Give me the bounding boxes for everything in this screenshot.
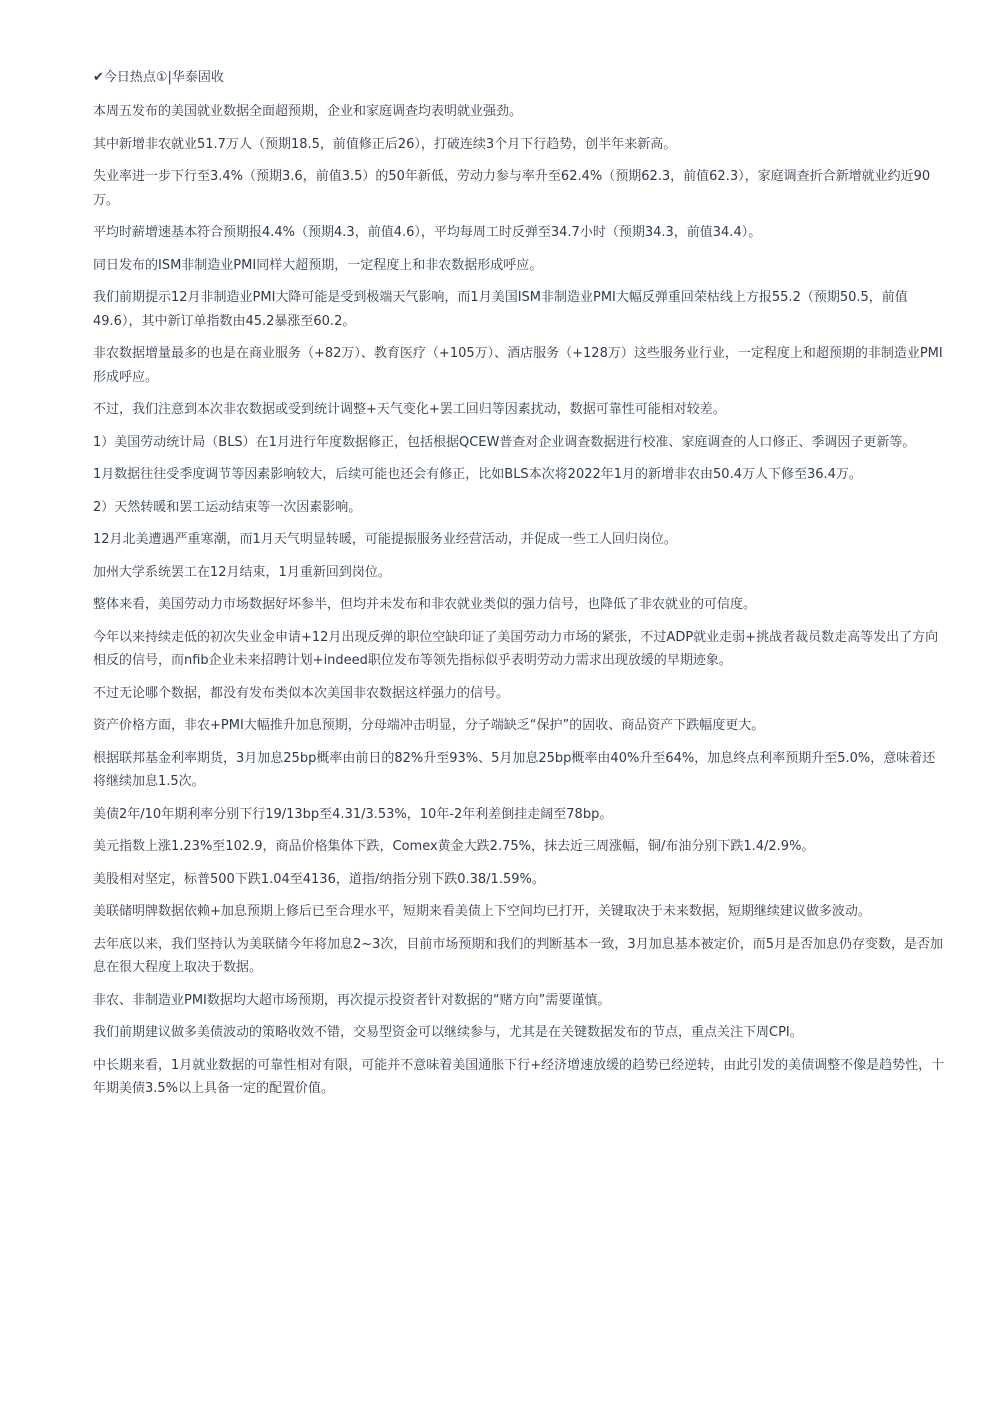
paragraph-10: 1月数据往往受季度调节等因素影响较大，后续可能也还会有修正，比如BLS本次将2022年1月的新增非农由50.4万人下修至36.4万。 <box>93 467 862 482</box>
paragraph-13: 加州大学系统罢工在12月结束，1月重新回到岗位。 <box>93 564 391 580</box>
paragraph-24: 非农、非制造业PMI数据均大超市场预期，再次提示投资者针对数据的“赌方向”需要谨慎。 <box>93 992 611 1008</box>
paragraph-11: 2）天然转暖和罢工运动结束等一次因素影响。 <box>93 499 362 515</box>
paragraph-3: 失业率进一步下行至3.4%（预期3.6，前值3.5）的50年新低，劳动力参与率升至62.4%（预期62.3，前值62.3），家庭调查折合新增就业约近90万。 <box>93 169 931 208</box>
paragraph-17: 资产价格方面，非农+PMI大幅推升加息预期，分母端冲击明显，分子端缺乏“保护”的固收、商品资产下跌幅度更大。 <box>93 718 765 733</box>
paragraph-19: 美债2年/10年期利率分别下行19/13bp至4.31/3.53%，10年-2年利差倒挂走阔至78bp。 <box>93 806 613 822</box>
paragraph-18: 根据联邦基金利率期货，3月加息25bp概率由前日的82%升至93%、5月加息25bp概率由40%升至64%，加息终点利率预期升至5.0%，意味着还将继续加息1.5次。 <box>93 750 936 789</box>
paragraph-4: 平均时薪增速基本符合预期报4.4%（预期4.3，前值4.6），平均每周工时反弹至34.7小时（预期34.3，前值34.4）。 <box>93 225 762 240</box>
paragraph-9: 1）美国劳动统计局（BLS）在1月进行年度数据修正，包括根据QCEW普查对企业调查数据进行校准、家庭调查的人口修正、季调因子更新等。 <box>93 434 916 450</box>
paragraph-8: 不过，我们注意到本次非农数据或受到统计调整+天气变化+罢工回归等因素扰动，数据可靠性可能相对较差。 <box>93 402 726 417</box>
paragraph-5: 同日发布的ISM非制造业PMI同样大超预期，一定程度上和非农数据形成呼应。 <box>93 257 543 273</box>
paragraph-12: 12月北美遭遇严重寒潮，而1月天气明显转暖，可能提振服务业经营活动，并促成一些工人回归岗位。 <box>93 532 677 547</box>
paragraph-26: 中长期来看，1月就业数据的可靠性相对有限，可能并不意味着美国通胀下行+经济增速放缓的趋势已经逆转，由此引发的美债调整不像是趋势性，十年期美债3.5%以上具备一定的配置价值。 <box>93 1057 945 1096</box>
paragraph-25: 我们前期建议做多美债波动的策略收效不错，交易型资金可以继续参与，尤其是在关键数据发布的节点，重点关注下周CPI。 <box>93 1025 803 1040</box>
paragraph-14: 整体来看，美国劳动力市场数据好坏参半，但均并未发布和非农就业类似的强力信号，也降低了非农就业的可信度。 <box>93 597 757 612</box>
paragraph-20: 美元指数上涨1.23%至102.9，商品价格集体下跌，Comex黄金大跌2.75%，抹去近三周涨幅，铜/布油分别下跌1.4/2.9%。 <box>93 839 815 854</box>
paragraph-15: 今年以来持续走低的初次失业金申请+12月出现反弹的职位空缺印证了美国劳动力市场的紧张，不过ADP就业走弱+挑战者裁员数走高等发出了方向相反的信号，而nfib企业未来招聘计划+indeed职位发布等领先指标似乎表明劳动力需求出现放缓的早期迹象。 <box>93 629 939 668</box>
paragraph-2: 其中新增非农就业51.7万人（预期18.5，前值修正后26），打破连续3个月下行趋势，创半年来新高。 <box>93 136 677 152</box>
article-title: ✔今日热点①|华泰固收 <box>93 70 224 85</box>
paragraph-23: 去年底以来，我们坚持认为美联储今年将加息2~3次，目前市场预期和我们的判断基本一致，3月加息基本被定价，而5月是否加息仍存变数，是否加息在很大程度上取决于数据。 <box>93 936 943 975</box>
paragraph-22: 美联储明牌数据依赖+加息预期上修后已至合理水平，短期来看美债上下空间均已打开，关键取决于未来数据，短期继续建议做多波动。 <box>93 904 871 919</box>
paragraph-21: 美股相对坚定，标普500下跌1.04至4136，道指/纳指分别下跌0.38/1.59%。 <box>93 871 545 887</box>
paragraph-6: 我们前期提示12月非制造业PMI大降可能是受到极端天气影响，而1月美国ISM非制造业PMI大幅反弹重回荣枯线上方报55.2（预期50.5，前值49.6），其中新订单指数由45.2暴涨至60.2。 <box>93 290 908 329</box>
paragraph-16: 不过无论哪个数据，都没有发布类似本次美国非农数据这样强力的信号。 <box>93 685 510 701</box>
article <box>93 68 945 1110</box>
paragraph-1: 本周五发布的美国就业数据全面超预期，企业和家庭调查均表明就业强劲。 <box>93 104 523 119</box>
paragraph-7: 非农数据增量最多的也是在商业服务（+82万）、教育医疗（+105万）、酒店服务（+128万）这些服务业行业，一定程度上和超预期的非制造业PMI形成呼应。 <box>93 346 943 385</box>
